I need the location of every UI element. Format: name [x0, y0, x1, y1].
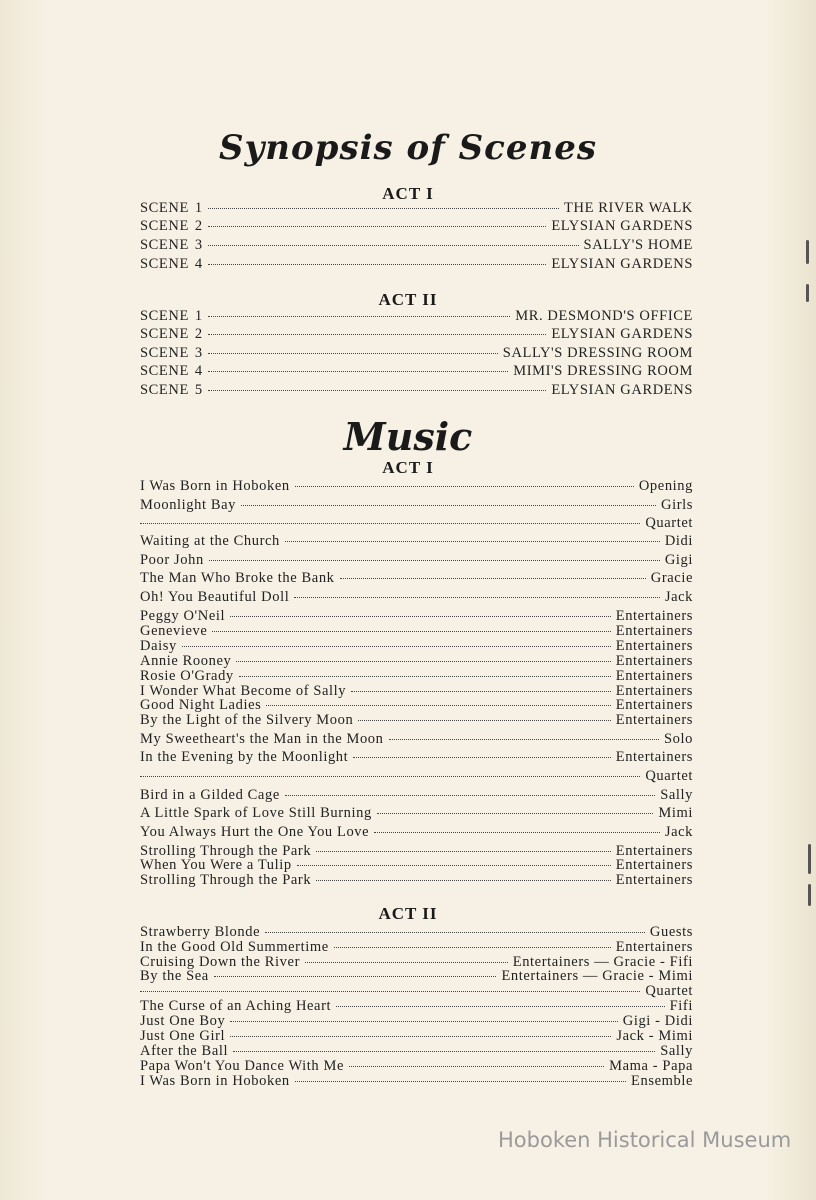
song-title: In the Evening by the Moonlight	[140, 749, 349, 765]
song-performer: Quartet	[645, 983, 693, 999]
song-performer: Entertainers	[615, 857, 693, 873]
scene-number: 1	[194, 200, 203, 216]
scene-label: SCENE	[140, 345, 189, 361]
song-title: Waiting at the Church	[140, 533, 280, 549]
song-title: Annie Rooney	[140, 653, 232, 669]
song-title: Oh! You Beautiful Doll	[140, 589, 290, 605]
song-row	[140, 731, 693, 749]
song-row	[140, 787, 693, 805]
dot-leader	[334, 947, 611, 948]
dot-leader	[208, 334, 547, 335]
song-row	[140, 552, 693, 570]
scene-label: SCENE	[140, 200, 189, 216]
dot-leader	[208, 353, 498, 354]
song-performer: Entertainers	[615, 683, 693, 699]
song-title: Rosie O'Grady	[140, 668, 234, 684]
scene-label: SCENE	[140, 218, 189, 234]
song-performer: Entertainers	[615, 608, 693, 624]
song-title: You Always Hurt the One You Love	[140, 824, 370, 840]
song-title: When You Were a Tulip	[140, 857, 292, 873]
song-row	[140, 497, 693, 515]
scene-number: 4	[194, 256, 203, 272]
dot-leader	[351, 691, 611, 692]
song-performer: Sally	[660, 1043, 693, 1059]
song-title: By the Light of the Silvery Moon	[140, 712, 354, 728]
song-title: I Wonder What Become of Sally	[140, 683, 347, 699]
song-title: Cruising Down the River	[140, 954, 300, 970]
song-performer: Entertainers	[615, 939, 693, 955]
scene-label: SCENE	[140, 256, 189, 272]
song-title: Bird in a Gilded Cage	[140, 787, 280, 803]
song-title: Just One Girl	[140, 1028, 226, 1044]
dot-leader	[305, 962, 508, 963]
scene-label: SCENE	[140, 308, 189, 324]
dot-leader	[241, 505, 656, 506]
song-title: Strolling Through the Park	[140, 872, 312, 888]
scene-label: SCENE	[140, 237, 189, 253]
dot-leader	[377, 813, 654, 814]
scene-place: THE RIVER WALK	[564, 200, 693, 216]
song-title: Just One Boy	[140, 1013, 226, 1029]
song-title: Daisy	[140, 638, 177, 654]
song-title: Moonlight Bay	[140, 497, 237, 513]
dot-leader	[297, 865, 611, 866]
scene-place: MR. DESMOND'S OFFICE	[515, 308, 693, 324]
music-act2-label: ACT II	[378, 904, 438, 923]
song-performer: Didi	[664, 533, 693, 549]
scene-number: 4	[194, 363, 203, 379]
song-performer: Entertainers	[615, 697, 693, 713]
music-heading: Music	[343, 414, 473, 459]
scene-row	[140, 200, 693, 218]
synopsis-heading: Synopsis of Scenes	[218, 128, 598, 168]
song-row	[140, 749, 693, 767]
scene-place: MIMI'S DRESSING ROOM	[513, 363, 693, 379]
song-performer: Entertainers	[615, 712, 693, 728]
song-row	[140, 712, 693, 730]
scenes-act1-label: ACT I	[382, 184, 434, 203]
song-row	[140, 1073, 693, 1091]
dot-leader	[236, 661, 610, 662]
song-performer: Mama - Papa	[609, 1058, 693, 1074]
scene-number: 3	[194, 237, 203, 253]
scene-number: 3	[194, 345, 203, 361]
song-performer: Entertainers	[615, 638, 693, 654]
song-title: After the Ball	[140, 1043, 229, 1059]
song-title: By the Sea	[140, 968, 209, 984]
scene-place: SALLY'S DRESSING ROOM	[502, 345, 693, 361]
song-row	[140, 768, 693, 786]
scene-place: SALLY'S HOME	[583, 237, 693, 253]
song-title: Papa Won't You Dance With Me	[140, 1058, 345, 1074]
scenes-act2-label: ACT II	[378, 290, 438, 309]
song-performer: Mimi	[658, 805, 693, 821]
song-performer: Entertainers	[615, 623, 693, 639]
song-title: Strawberry Blonde	[140, 924, 261, 940]
scene-number: 2	[194, 326, 203, 342]
scene-row	[140, 363, 693, 381]
scene-row	[140, 308, 693, 326]
dot-leader	[208, 390, 547, 391]
song-performer: Gracie	[650, 570, 693, 586]
dot-leader	[230, 1021, 617, 1022]
song-title: Strolling Through the Park	[140, 843, 312, 859]
scene-row	[140, 345, 693, 363]
dot-leader	[140, 776, 640, 777]
dot-leader	[374, 832, 660, 833]
dot-leader	[212, 631, 610, 632]
scene-place: ELYSIAN GARDENS	[551, 218, 693, 234]
dot-leader	[316, 880, 611, 881]
scene-row	[140, 256, 693, 274]
song-title: I Was Born in Hoboken	[140, 478, 290, 494]
dot-leader	[140, 991, 640, 992]
dot-leader	[389, 739, 660, 740]
scene-place: ELYSIAN GARDENS	[551, 382, 693, 398]
song-title: In the Good Old Summertime	[140, 939, 329, 955]
dot-leader	[208, 371, 508, 372]
dot-leader	[285, 541, 660, 542]
song-performer: Entertainers	[615, 653, 693, 669]
song-performer: Jack	[664, 824, 693, 840]
song-row	[140, 872, 693, 890]
dot-leader	[353, 757, 610, 758]
dot-leader	[336, 1006, 664, 1007]
song-row	[140, 824, 693, 842]
song-performer: Opening	[638, 478, 693, 494]
song-title: Peggy O'Neil	[140, 608, 226, 624]
scene-number: 2	[194, 218, 203, 234]
dot-leader	[340, 578, 646, 579]
dot-leader	[182, 646, 611, 647]
song-title: Poor John	[140, 552, 204, 568]
scene-row	[140, 237, 693, 255]
song-performer: Ensemble	[631, 1073, 693, 1089]
scene-number: 5	[194, 382, 203, 398]
song-performer: Entertainers — Gracie - Fifi	[512, 954, 693, 970]
dot-leader	[239, 676, 611, 677]
scene-number: 1	[194, 308, 203, 324]
song-performer: Gigi	[664, 552, 693, 568]
song-title: Good Night Ladies	[140, 697, 262, 713]
song-title: Genevieve	[140, 623, 208, 639]
song-row	[140, 533, 693, 551]
scene-row	[140, 382, 693, 400]
scene-label: SCENE	[140, 326, 189, 342]
song-row	[140, 570, 693, 588]
scene-place: ELYSIAN GARDENS	[551, 256, 693, 272]
song-performer: Guests	[649, 924, 693, 940]
song-performer: Jack	[664, 589, 693, 605]
dot-leader	[209, 560, 660, 561]
dot-leader	[295, 486, 634, 487]
dot-leader	[266, 705, 610, 706]
song-performer: Entertainers	[615, 872, 693, 888]
song-performer: Entertainers	[615, 843, 693, 859]
song-row	[140, 589, 693, 607]
song-row	[140, 478, 693, 496]
song-performer: Solo	[664, 731, 693, 747]
song-row	[140, 805, 693, 823]
dot-leader	[208, 264, 547, 265]
song-performer: Quartet	[645, 768, 693, 784]
dot-leader	[230, 616, 611, 617]
song-title: My Sweetheart's the Man in the Moon	[140, 731, 384, 747]
dot-leader	[295, 1081, 626, 1082]
scene-row	[140, 326, 693, 344]
dot-leader	[140, 523, 640, 524]
scene-place: ELYSIAN GARDENS	[551, 326, 693, 342]
dot-leader	[233, 1051, 655, 1052]
dot-leader	[265, 932, 645, 933]
song-performer: Entertainers	[615, 668, 693, 684]
dot-leader	[208, 245, 579, 246]
song-row	[140, 515, 693, 533]
dot-leader	[316, 851, 611, 852]
scene-row	[140, 218, 693, 236]
dot-leader	[349, 1066, 604, 1067]
dot-leader	[285, 795, 655, 796]
dot-leader	[230, 1036, 611, 1037]
song-performer: Jack - Mimi	[616, 1028, 693, 1044]
dot-leader	[294, 597, 659, 598]
scene-label: SCENE	[140, 363, 189, 379]
song-performer: Fifi	[669, 998, 693, 1014]
museum-watermark: Hoboken Historical Museum	[498, 1128, 792, 1152]
song-title: The Curse of an Aching Heart	[140, 998, 332, 1014]
song-performer: Girls	[661, 497, 693, 513]
page-notch	[808, 884, 811, 906]
song-performer: Sally	[660, 787, 693, 803]
song-title: A Little Spark of Love Still Burning	[140, 805, 372, 821]
song-performer: Gigi - Didi	[622, 1013, 693, 1029]
song-performer: Quartet	[645, 515, 693, 531]
scene-label: SCENE	[140, 382, 189, 398]
dot-leader	[208, 226, 547, 227]
song-title: The Man Who Broke the Bank	[140, 570, 335, 586]
song-performer: Entertainers	[615, 749, 693, 765]
music-act1-label: ACT I	[382, 458, 434, 477]
dot-leader	[358, 720, 610, 721]
page-notch	[808, 844, 811, 874]
dot-leader	[208, 208, 559, 209]
song-title: I Was Born in Hoboken	[140, 1073, 290, 1089]
dot-leader	[208, 316, 510, 317]
dot-leader	[214, 976, 497, 977]
page-notch	[806, 240, 809, 264]
song-performer: Entertainers — Gracie - Mimi	[501, 968, 693, 984]
